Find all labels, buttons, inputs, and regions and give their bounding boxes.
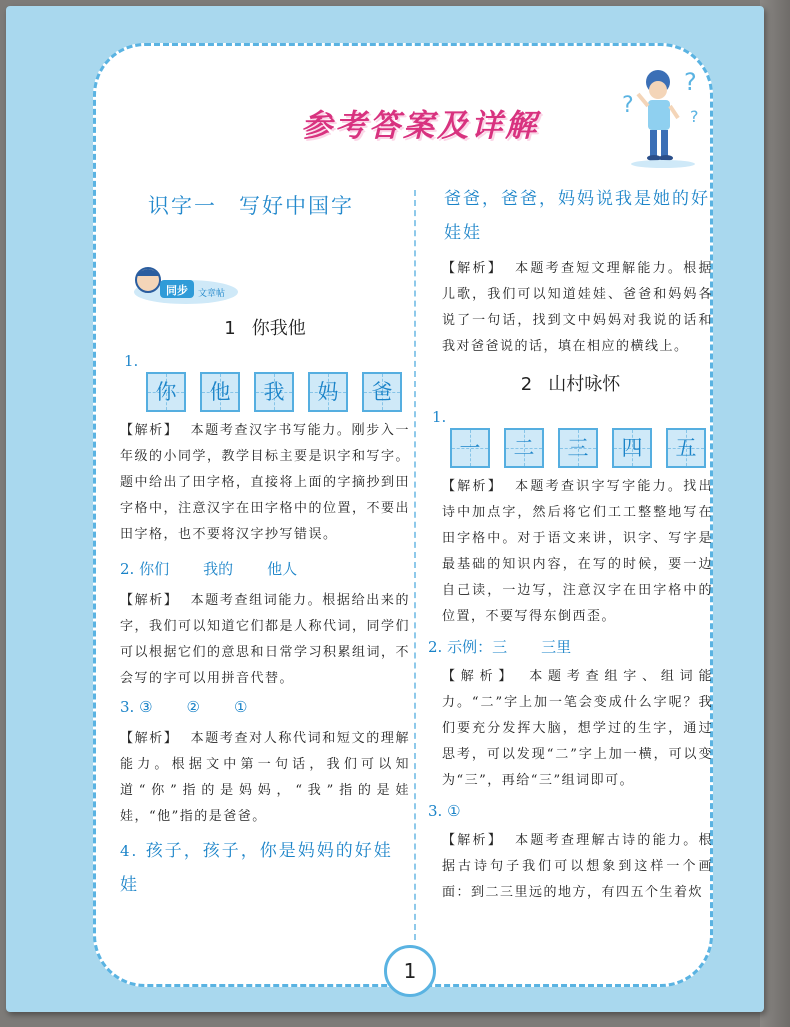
- answer-value: 我的: [203, 560, 234, 578]
- lesson-heading: [428, 368, 713, 402]
- question-number: 1.: [124, 352, 139, 370]
- lesson-title: 山村咏怀: [548, 374, 621, 395]
- explanation-text: 本题考查汉字书写能力。刚步入一年级的小同学，教学目标主要是识字和写字。题中给出了田字格，直接将上面的字摘抄到田字格中，注意汉字在田字格中的位置，不要出田字格，也不要将汉字抄写错误。: [120, 423, 411, 542]
- explanation-tag: 【解析】: [442, 479, 504, 494]
- answer-continuation: 爸爸，爸爸，妈妈说我是她的好娃娃: [444, 189, 710, 243]
- question-number: 3.: [428, 802, 443, 820]
- explanation-tag: 【解析】: [442, 669, 518, 684]
- answer-value: 你们: [139, 560, 170, 578]
- section-title: [148, 188, 410, 224]
- explanation-tag: 【解析】: [442, 833, 504, 848]
- page-number: 1: [384, 945, 436, 997]
- tianzige-cell: 你: [146, 372, 186, 412]
- answer-value: ①: [234, 698, 248, 716]
- explanation-paragraph: [428, 256, 713, 360]
- explanation-text: 本题考查组字、组词能力。“二”字上加一笔会变成什么字呢？我们要充分发挥大脑，想学过的生字，通过思考，可以发现“二”字上加一横，可以变为“三”，再给“三”组词即可。: [442, 669, 713, 788]
- answer-line: [120, 834, 410, 902]
- tianzige-cell: 五: [666, 428, 706, 468]
- explanation-text: 本题考查短文理解能力。根据儿歌，我们可以知道娃娃、爸爸和妈妈各说了一句话，找到文中妈妈对我说的话和我对爸爸说的话，填在相应的横线上。: [442, 261, 713, 354]
- tianzige-cell: 妈: [308, 372, 348, 412]
- section-title-part: 写好中国字: [239, 194, 354, 218]
- answer-value: 示例：三: [447, 638, 508, 656]
- question-mark-icon: ?: [622, 93, 634, 118]
- explanation-text: 本题考查组词能力。根据给出来的字，我们可以知道它们都是人称代词，同学们可以根据它们的意思和日常学习积累组词，不会写的字可以用拼音代替。: [120, 593, 411, 686]
- explanation-paragraph: [120, 726, 410, 830]
- question-number: 2.: [120, 560, 135, 578]
- question-number: 2.: [428, 638, 443, 656]
- thinking-child-illustration: [618, 60, 708, 170]
- lesson-number: 2: [520, 374, 533, 395]
- answer-value: ②: [186, 698, 200, 716]
- explanation-text: 本题考查对人称代词和短文的理解能力。根据文中第一句话，我们可以知道“你”指的是妈妈，“我”指的是娃娃，“他”指的是爸爸。: [120, 731, 410, 824]
- question-number: 1.: [432, 408, 447, 426]
- badge-label: 同步: [166, 284, 188, 297]
- tianzige-cell: 四: [612, 428, 652, 468]
- right-column: [428, 180, 713, 906]
- explanation-text: 本题考查识字写字能力。找出诗中加点字，然后将它们工工整整地写在田字格中。对于语文来讲，识字、写字是最基础的知识内容，在写的时候，要一边自己读，一边写，注意汉字在田字格中的位置，不要写得东倒西歪。: [442, 479, 713, 624]
- answer-value: ①: [447, 802, 461, 820]
- column-divider: [414, 190, 416, 940]
- explanation-tag: 【解析】: [120, 423, 179, 438]
- tianzige-cell: 三: [558, 428, 598, 468]
- section-title-part: 识字一: [148, 194, 217, 218]
- explanation-tag: 【解析】: [120, 731, 179, 746]
- explanation-paragraph: [120, 588, 410, 692]
- background-edge: [760, 0, 790, 1027]
- tianzige-row: [450, 428, 713, 468]
- explanation-paragraph: [428, 664, 713, 794]
- tianzige-row: [146, 372, 410, 412]
- left-column: [120, 180, 410, 902]
- sync-badge: [130, 262, 240, 306]
- explanation-tag: 【解析】: [120, 593, 179, 608]
- answer-value: 三里: [541, 638, 572, 656]
- explanation-tag: 【解析】: [442, 261, 504, 276]
- answer-value: 他人: [267, 560, 298, 578]
- explanation-paragraph: [120, 418, 410, 548]
- tianzige-cell: 爸: [362, 372, 402, 412]
- tianzige-cell: 二: [504, 428, 544, 468]
- tianzige-cell: 他: [200, 372, 240, 412]
- answer-line: [428, 632, 713, 662]
- svg-text:?: ?: [690, 107, 699, 126]
- question-number: 4.: [120, 842, 139, 860]
- answer-line: [428, 796, 713, 826]
- explanation-paragraph: [428, 474, 713, 630]
- tianzige-cell: 我: [254, 372, 294, 412]
- svg-text:?: ?: [684, 68, 697, 96]
- explanation-text: 本题考查理解古诗的能力。根据古诗句子我们可以想象到这样一个画面：到二三里远的地方，有四五个生着炊: [442, 833, 713, 900]
- question-number: 3.: [120, 698, 135, 716]
- page-title: 参考答案及详解: [301, 108, 539, 144]
- tianzige-cell: 一: [450, 428, 490, 468]
- answer-value: ③: [139, 698, 153, 716]
- answer-line: [120, 554, 410, 584]
- lesson-heading: [120, 312, 410, 346]
- lesson-title: 你我他: [251, 318, 306, 339]
- badge-sublabel: 文章帖: [198, 289, 226, 299]
- answer-value: 孩子，孩子，你是妈妈的好娃娃: [120, 841, 393, 895]
- answer-line: [120, 692, 410, 722]
- explanation-paragraph: [428, 828, 713, 906]
- lesson-number: 1: [224, 318, 236, 339]
